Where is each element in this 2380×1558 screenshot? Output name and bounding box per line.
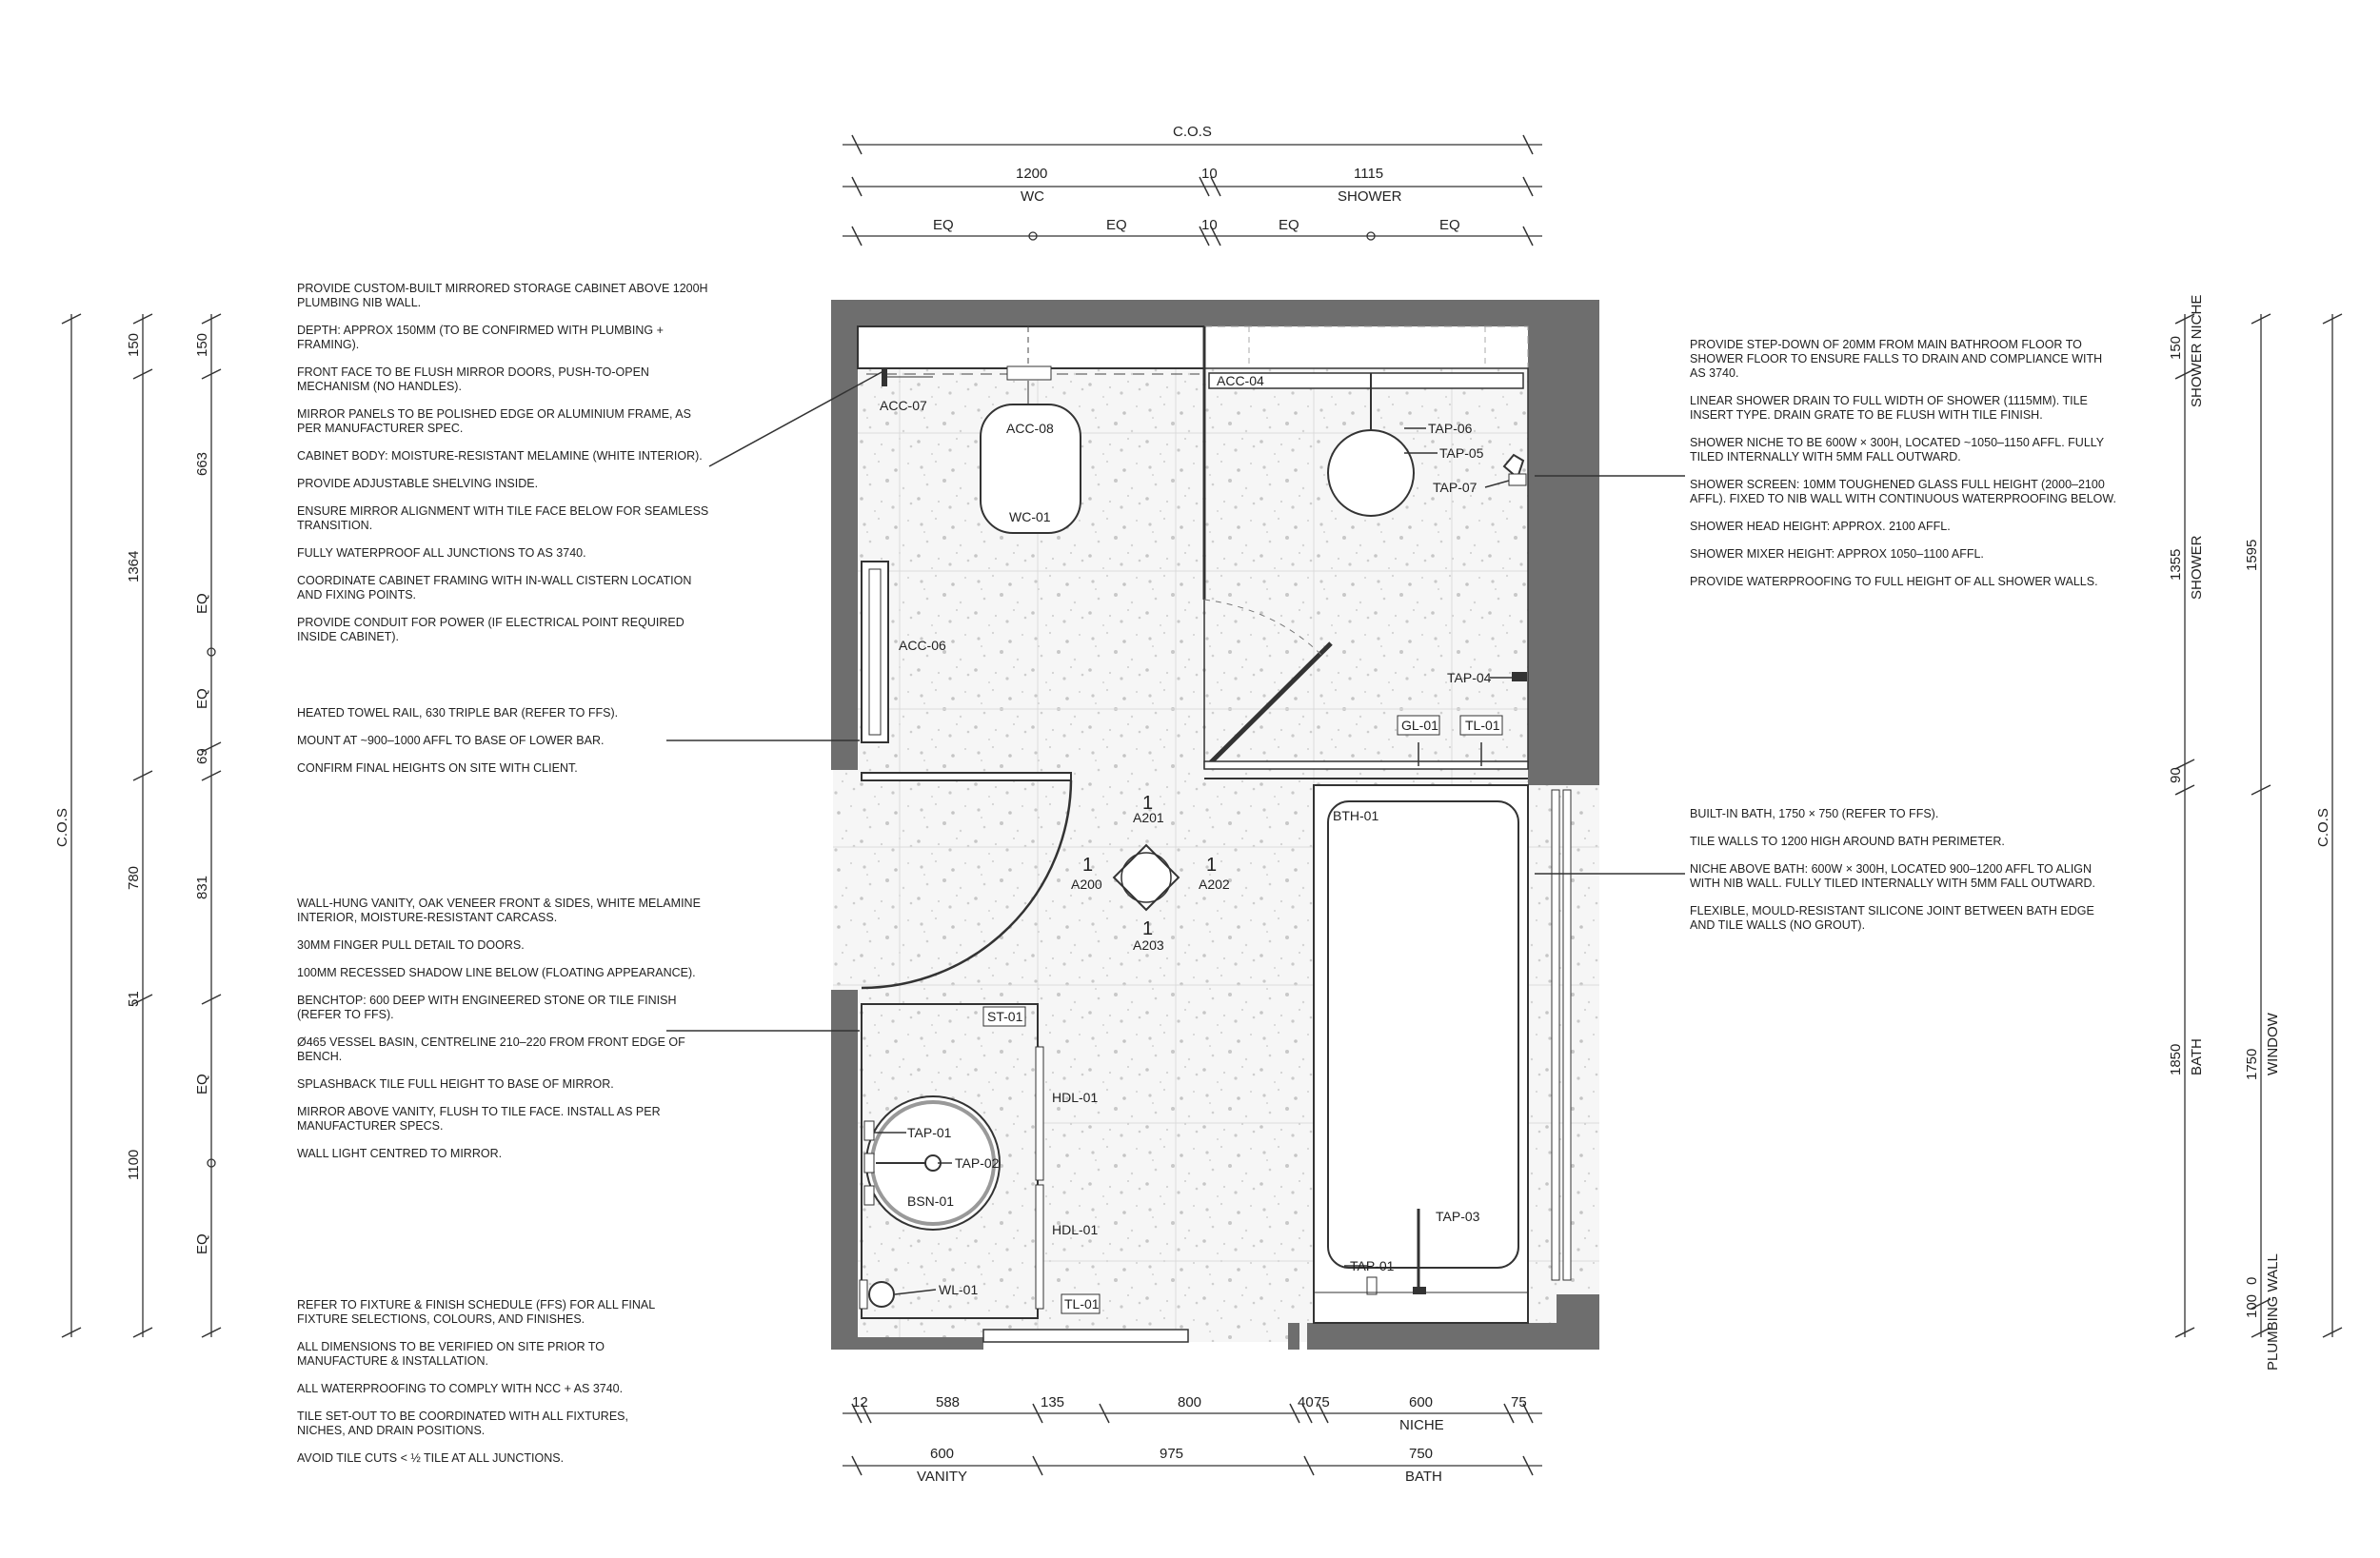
tag-hdl01-bottom: HDL-01 [1052,1222,1099,1237]
wall-top [831,300,1599,326]
svg-text:EQ: EQ [194,1233,210,1254]
svg-text:75: 75 [1511,1394,1527,1410]
dim-top-wc: WC [1021,188,1044,205]
svg-text:75: 75 [1314,1394,1330,1410]
svg-text:BATH: BATH [2189,1038,2205,1075]
dim-top-10: 10 [1201,166,1218,182]
svg-text:EQ: EQ [1439,217,1460,233]
tag-st01: ST-01 [987,1009,1023,1024]
tag-tap03: TAP-03 [1436,1209,1480,1224]
svg-text:BATH: BATH [1405,1469,1442,1485]
tag-acc08: ACC-08 [1006,421,1054,436]
svg-text:C.O.S: C.O.S [54,808,70,847]
tag-tap02: TAP-02 [955,1155,1000,1171]
notes-towel-rail: HEATED TOWEL RAIL, 630 TRIPLE BAR (REFER TO FFS). MOUNT AT ~900–1000 AFFL TO BASE OF LOWER BAR. CONFIRM FINAL HEIGHTS ON SITE WITH CLIENT. [297,706,619,775]
notes-mirror-cabinet: PROVIDE CUSTOM-BUILT MIRRORED STORAGE CABINET ABOVE 1200H PLUMBING NIB WALL. DEPTH: APPROX 150MM (TO BE CONFIRMED WITH PLUMBING + FRAMING). FRONT FACE TO BE FLUSH MIRROR DOORS, PUSH-TO-OPEN MECHANISM (NO HANDLES). MIRROR PANELS TO BE POLISHED EDGE OR ALUMINIUM FRAME, AS PER MANUFACTURER SPEC. CABINET BODY: MOISTURE-RESISTANT MELAMINE (WHITE INTERIOR). PROVIDE ADJUSTABLE SHELVING INSIDE. ENSURE MIRROR ALIGNMENT WITH TILE FACE BELOW FOR SEAMLESS TRANSITION. FULLY WATERPROOF ALL JUNCTIONS TO AS 3740. COORDINATE CABINET FRAMING WITH IN-WALL CISTERN LOCATION AND FIXING POINTS. PROVIDE CONDUIT FOR POWER (IF ELECTRICAL POINT REQUIRED INSIDE CABINET). [297,282,709,643]
tag-acc04: ACC-04 [1217,373,1264,388]
tag-tap01-bath: TAP-01 [1350,1258,1395,1273]
svg-text:135: 135 [1041,1394,1065,1410]
svg-text:975: 975 [1160,1446,1184,1462]
svg-text:A201: A201 [1133,810,1164,825]
wall-right-upper [1528,300,1599,785]
svg-text:51: 51 [126,991,142,1007]
svg-text:1850: 1850 [2168,1043,2184,1075]
svg-text:10: 10 [1201,217,1218,233]
dim-top-shower: SHOWER [1338,188,1402,205]
svg-text:WINDOW: WINDOW [2265,1013,2281,1075]
notes-general: REFER TO FIXTURE & FINISH SCHEDULE (FFS) FOR ALL FINAL FIXTURE SELECTIONS, COLOURS, AND FINISHES. ALL DIMENSIONS TO BE VERIFIED ON SITE PRIOR TO MANUFACTURE & INSTALLATION. ALL WATERPROOFING TO COMPLY WITH NCC + AS 3740. TILE SET-OUT TO BE COORDINATED WITH ALL FIXTURES, NICHES, AND DRAIN POSITIONS. AVOID TILE CUTS < ½ TILE AT ALL JUNCTIONS. [297,1298,655,1465]
tag-wl01: WL-01 [939,1282,979,1297]
svg-text:1355: 1355 [2168,548,2184,581]
svg-text:A200: A200 [1071,877,1102,892]
wall-left-upper [831,300,858,770]
svg-text:SHOWER NICHE: SHOWER NICHE [2189,294,2205,407]
notes-shower: PROVIDE STEP-DOWN OF 20MM FROM MAIN BATHROOM FLOOR TO SHOWER FLOOR TO ENSURE FALLS TO DRAIN AND COMPLIANCE WITH AS 3740. LINEAR SHOWER DRAIN TO FULL WIDTH OF SHOWER (1115MM). TILE INSERT TYPE. DRAIN GRATE TO BE FLUSH WITH TILE FINISH. SHOWER NICHE TO BE 600W × 300H, LOCATED ~1050–1150 AFFL. FULLY TILED INTERNALLY WITH 5MM FALL OUTWARD. SHOWER SCREEN: 10MM TOUGHENED GLASS FULL HEIGHT (2000–2100 AFFL). FIXED TO NIB WALL WITH CONTINUOUS WATERPROOFING BELOW. SHOWER HEAD HEIGHT: APPROX. 2100 AFFL. SHOWER MIXER HEIGHT: APPROX 1050–1100 AFFL. PROVIDE WATERPROOFING TO FULL HEIGHT OF ALL SHOWER WALLS. [1690,338,2116,588]
svg-text:1750: 1750 [2244,1048,2260,1080]
svg-text:831: 831 [194,875,210,899]
svg-text:EQ: EQ [194,593,210,614]
tag-bsn01: BSN-01 [907,1193,955,1209]
mirror-cabinet-nib [858,326,1204,368]
svg-text:PLUMBING WALL: PLUMBING WALL [2265,1253,2281,1371]
tag-tl01-shower: TL-01 [1465,718,1500,733]
svg-text:EQ: EQ [933,217,954,233]
room-plan [831,300,1599,1350]
svg-text:0: 0 [2244,1276,2260,1285]
dim-top-1115: 1115 [1354,166,1384,182]
svg-text:1595: 1595 [2244,539,2260,571]
svg-text:600: 600 [1409,1394,1434,1410]
tag-tap06: TAP-06 [1428,421,1473,436]
notes-bath: BUILT-IN BATH, 1750 × 750 (REFER TO FFS). TILE WALLS TO 1200 HIGH AROUND BATH PERIMETER. NICHE ABOVE BATH: 600W × 300H, LOCATED 900–1200 AFFL TO ALIGN WITH NIB WALL. FULLY TILED INTERNALLY WITH 5MM FALL OUTWARD. FLEXIBLE, MOULD-RESISTANT SILICONE JOINT BETWEEN BATH EDGE AND TILE WALLS (NO GROUT). [1690,807,2095,932]
svg-text:EQ: EQ [194,688,210,709]
wall-bottom-mid [1288,1323,1299,1350]
svg-text:C.O.S: C.O.S [2315,808,2331,847]
tag-tap05: TAP-05 [1439,445,1484,461]
svg-text:69: 69 [194,748,210,764]
tag-tap04: TAP-04 [1447,670,1492,685]
svg-text:588: 588 [936,1394,961,1410]
wall-left-lower [831,990,858,1350]
tag-wc01: WC-01 [1009,509,1051,524]
svg-text:1364: 1364 [126,550,142,582]
svg-text:NICHE: NICHE [1399,1417,1444,1433]
dim-top-cos: C.O.S [1173,124,1212,140]
svg-text:EQ: EQ [1279,217,1299,233]
svg-text:100: 100 [2244,1293,2260,1318]
svg-text:EQ: EQ [1106,217,1127,233]
svg-text:VANITY: VANITY [917,1469,968,1485]
svg-text:1: 1 [1082,855,1094,876]
svg-text:780: 780 [126,865,142,890]
svg-text:150: 150 [2168,335,2184,360]
notes-vanity: WALL-HUNG VANITY, OAK VENEER FRONT & SIDES, WHITE MELAMINE INTERIOR, MOISTURE-RESISTANT CARCASS. 30MM FINGER PULL DETAIL TO DOORS. 100MM RECESSED SHADOW LINE BELOW (FLOATING APPEARANCE). BENCHTOP: 600 DEEP WITH ENGINEERED STONE OR TILE FINISH (REFER TO FFS). Ø465 VESSEL BASIN, CENTRELINE 210–220 FROM FRONT EDGE OF BENCH. SPLASHBACK TILE FULL HEIGHT TO BASE OF MIRROR. MIRROR ABOVE VANITY, FLUSH TO TILE FACE. INSTALL AS PER MANUFACTURER SPECS. WALL LIGHT CENTRED TO MIRROR. [297,897,701,1160]
tag-tap07: TAP-07 [1433,480,1478,495]
wall-bottom-left [831,1337,983,1350]
svg-text:A202: A202 [1199,877,1230,892]
svg-text:800: 800 [1178,1394,1202,1410]
svg-text:663: 663 [194,451,210,476]
svg-text:40: 40 [1298,1394,1314,1410]
tag-tl01-floor: TL-01 [1064,1296,1100,1311]
svg-text:150: 150 [126,332,142,357]
svg-text:12: 12 [852,1394,868,1410]
svg-text:1: 1 [1142,793,1154,814]
svg-text:600: 600 [930,1446,955,1462]
svg-text:A203: A203 [1133,937,1164,953]
svg-text:750: 750 [1409,1446,1434,1462]
tag-bth01: BTH-01 [1333,808,1379,823]
tag-tap01: TAP-01 [907,1125,952,1140]
svg-text:150: 150 [194,332,210,357]
svg-text:1: 1 [1206,855,1218,876]
dim-top-1200: 1200 [1016,166,1048,182]
wall-bottom-bath [1307,1323,1599,1350]
tag-hdl01-top: HDL-01 [1052,1090,1099,1105]
shower-niche-nib [1204,326,1528,368]
tag-acc06: ACC-06 [899,638,946,653]
svg-text:90: 90 [2168,767,2184,783]
towel-rail [862,562,888,742]
tag-gl01: GL-01 [1401,718,1438,733]
svg-text:1: 1 [1142,918,1154,939]
tag-acc07: ACC-07 [880,398,927,413]
svg-text:SHOWER: SHOWER [2189,535,2205,600]
svg-text:1100: 1100 [126,1149,142,1180]
svg-text:EQ: EQ [194,1074,210,1095]
